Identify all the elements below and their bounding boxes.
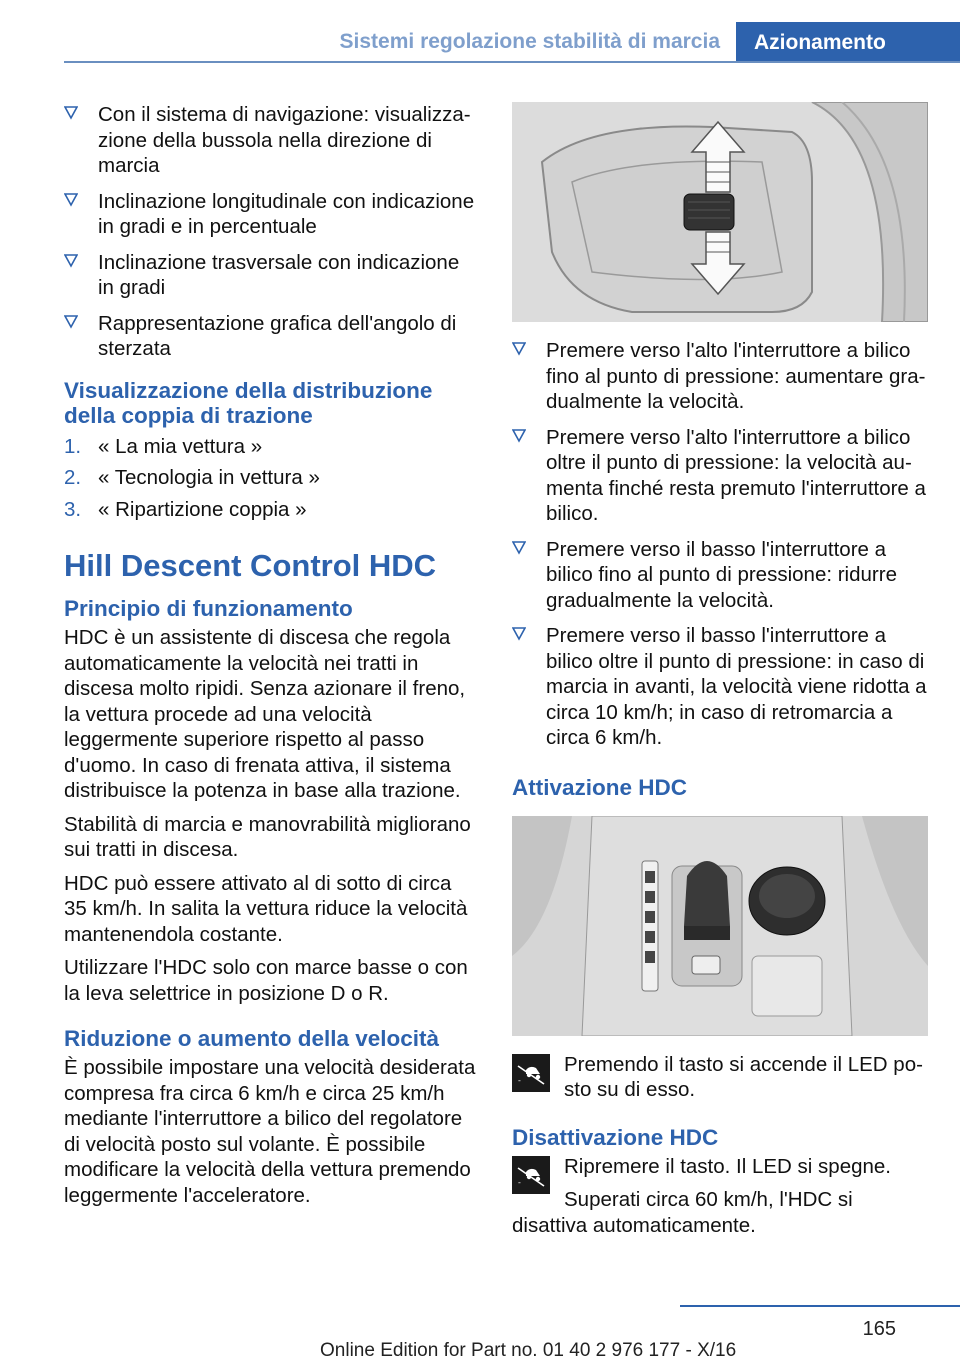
- heading-hdc: Hill Descent Control HDC: [64, 548, 437, 583]
- svg-text:-: -: [518, 1177, 521, 1187]
- heading-torque-distribution: Visualizzazione della distribuzione della coppia di trazione: [64, 377, 433, 428]
- step-item: [64, 434, 476, 460]
- triangle-bullet-icon: [64, 193, 78, 207]
- deactivation-note: Superati circa 60 km/h, l'HDC si disattiva automaticamente.: [512, 1188, 853, 1237]
- header-rule: [64, 61, 960, 63]
- heading-principle: Principio di funzionamento: [64, 596, 353, 621]
- step-number: 1.: [64, 434, 82, 458]
- list-item: [512, 623, 930, 751]
- list-item: [512, 425, 930, 527]
- edition-note: Online Edition for Part no. 01 40 2 976 177 - X/16: [320, 1340, 737, 1361]
- list-item: [64, 189, 476, 240]
- list-item: [64, 250, 476, 301]
- list-item-text: Con il sistema di navigazione: visualizzazione della bussola nella direzione di marcia: [98, 103, 471, 177]
- activation-row: [512, 1052, 930, 1103]
- left-column: [64, 102, 476, 1216]
- triangle-bullet-icon: [64, 315, 78, 329]
- paragraph: HDC può essere attivato al di sotto di circa 35 km/h. In salita la vettura riduce la velocità mantenendola costante.: [64, 871, 468, 946]
- list-item: [64, 102, 476, 179]
- list-item: [64, 311, 476, 362]
- step-number: 2.: [64, 466, 82, 489]
- header-section-title: Sistemi regolazione stabilità di marcia: [339, 30, 720, 53]
- triangle-bullet-icon: [64, 106, 78, 120]
- paragraph: Utilizzare l'HDC solo con marce basse o con la leva selettrice in posizione D o R.: [64, 956, 468, 1005]
- list-item: [512, 338, 930, 415]
- list-item-text: Inclinazione trasversale con indicazione in gradi: [98, 250, 460, 299]
- triangle-bullet-icon: [512, 429, 526, 443]
- list-item-text: Inclinazione longitudinale con indicazione in gradi e in percentuale: [98, 189, 475, 238]
- heading-speed-adjust: Riduzione o aumento della velocità: [64, 1026, 440, 1051]
- list-item-text: Premere verso l'alto l'interruttore a bilico fino al punto di pressione: aumentare gradualmente la velocità.: [546, 339, 926, 413]
- triangle-bullet-icon: [512, 627, 526, 641]
- steering-rocker-switch-photo: [512, 102, 928, 322]
- deactivation-text: Ripremere il tasto. Il LED si spegne.: [564, 1154, 891, 1178]
- paragraph: [512, 1187, 930, 1238]
- deactivation-row: [512, 1154, 930, 1187]
- paragraph: Stabilità di marcia e manovrabilità migliorano sui tratti in discesa.: [64, 812, 471, 861]
- paragraph: È possibile impostare una velocità desiderata compresa fra circa 6 km/h e circa 25 km/h mediante l'interruttore a bilico del regolatore di velocità posto sul volante. È possibile modificare la velocità della vettura premendo leggermente l'acceleratore.: [64, 1056, 476, 1207]
- feature-list: [64, 102, 476, 362]
- step-text: « Ripartizione coppia »: [98, 497, 307, 521]
- heading-activation: Attivazione HDC: [512, 774, 688, 800]
- list-item-text: Rappresentazione grafica dell'angolo di sterzata: [98, 311, 457, 360]
- triangle-bullet-icon: [512, 541, 526, 555]
- triangle-bullet-icon: [512, 342, 526, 356]
- svg-text:-: -: [518, 1075, 521, 1085]
- right-column: [512, 102, 930, 1246]
- step-number: 3.: [64, 497, 82, 521]
- step-item: [64, 497, 476, 523]
- rocker-switch-list: [512, 338, 930, 751]
- heading-deactivation: Disattivazione HDC: [512, 1124, 719, 1150]
- step-text: « La mia vettura »: [98, 434, 263, 458]
- menu-steps-list: [64, 434, 476, 523]
- page-number: 165: [862, 1318, 896, 1340]
- list-item-text: Premere verso il basso l'interruttore a bilico fino al punto di pressione: ridurre gradualmente la velocità.: [546, 537, 897, 612]
- list-item: [512, 537, 930, 614]
- list-item-text: Premere verso il basso l'interruttore a bilico oltre il punto di pressione: in caso di marcia in avanti, la velocità viene ridotta a circa 10 km/h; in caso di retromarcia a circa 6 km/h.: [546, 624, 927, 749]
- triangle-bullet-icon: [64, 254, 78, 268]
- header-chapter-tab: Azionamento: [736, 22, 960, 63]
- list-item-text: Premere verso l'alto l'interruttore a bilico oltre il punto di pressione: la velocità aumenta finché resta premuto l'interruttore a bilico.: [546, 425, 926, 525]
- footer-rule: [680, 1305, 960, 1307]
- hdc-button-icon: [512, 1054, 550, 1092]
- hdc-button-icon: [512, 1156, 550, 1194]
- paragraph: HDC è un assistente di discesa che regola automaticamente la velocità nei tratti in discesa molto ripidi. Senza azionare il freno, la vettura procede ad una velocità leggermente superiore rispetto al passo d'uomo. In caso di frenata attiva, il sistema distribuisce la potenza in base alla trazione.: [64, 626, 466, 802]
- step-item: [64, 465, 476, 491]
- activation-text: Premendo il tasto si accende il LED posto su di esso.: [564, 1052, 923, 1101]
- center-console-photo: [512, 816, 928, 1036]
- step-text: « Tecnologia in vettura »: [98, 466, 320, 489]
